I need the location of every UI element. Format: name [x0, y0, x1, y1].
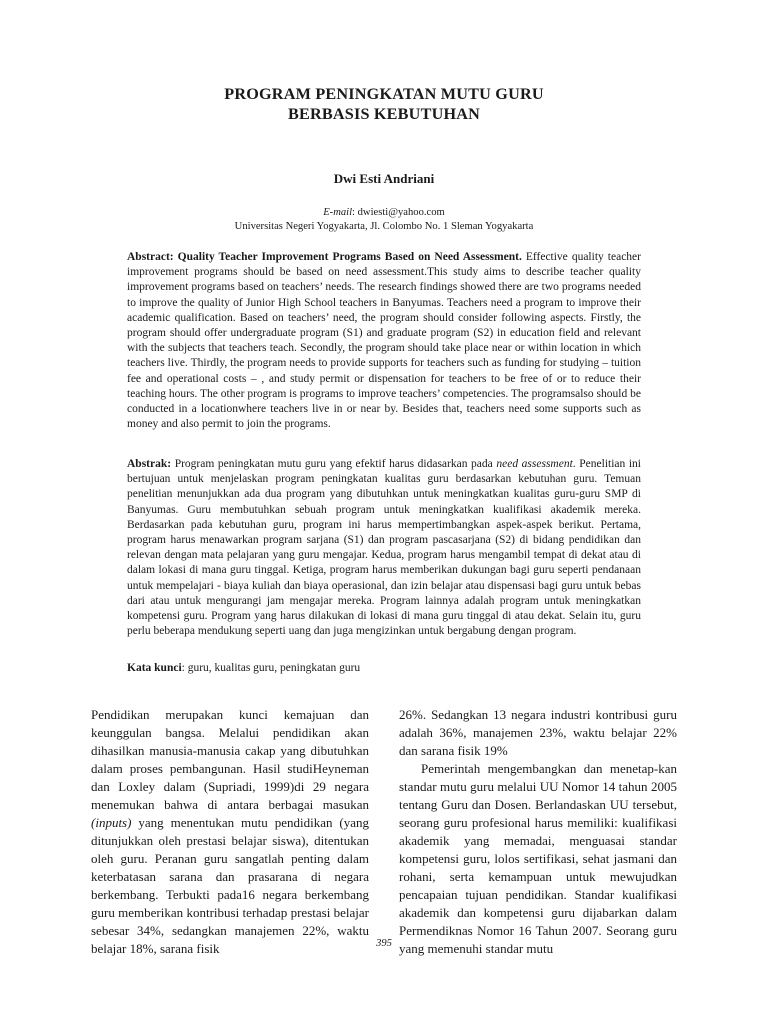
body-text: Pendidikan merupakan kunci kemajuan dan keunggulan bangsa. Melalui pendidikan akan dihasilkan manusia-manusia cakap yang dibutuhkan dalam proses pembangunan. Hasil studiHeyneman dan Loxley dalam (Supriadi, 1999)di 29 negara menemukan bahwa di antara berbagai masukan — [91, 707, 369, 812]
body-paragraph — [91, 706, 369, 958]
author-name: Dwi Esti Andriani — [333, 171, 435, 186]
body-column-right — [399, 706, 677, 958]
abstract-english-label: Abstract: Quality Teacher Improvement Programs Based on Need Assessment. — [127, 251, 522, 263]
abstract-english — [127, 250, 641, 432]
author-email — [0, 206, 768, 220]
abstract-indonesian-emphasis: need assessment — [496, 458, 573, 470]
abstract-indonesian-label: Abstrak: — [127, 458, 172, 470]
title-line-1: PROGRAM PENINGKATAN MUTU GURU — [224, 85, 544, 103]
keywords — [127, 661, 641, 676]
body-text: yang menentukan mutu pendidikan (yang ditunjukkan oleh prestasi belajar siswa), ditentukan oleh guru. Peranan guru sangatlah penting dalam keterbatasan sarana dan prasarana di negara berkembang. Terbukti pada16 negara berkembang guru memberikan kontribusi terhadap prestasi belajar sebesar 34%, sedangkan manajemen 22%, waktu belajar 18%, sarana fisik — [91, 815, 369, 956]
body-column-left — [91, 706, 369, 958]
paper-title — [0, 84, 768, 124]
keywords-label: Kata kunci — [127, 662, 182, 674]
body-paragraph: 26%. Sedangkan 13 negara industri kontribusi guru adalah 36%, manajemen 23%, waktu belajar 22% dan sarana fisik 19% — [399, 707, 677, 758]
body-emphasis: (inputs) — [91, 815, 132, 830]
keywords-text: : guru, kualitas guru, peningkatan guru — [181, 662, 361, 674]
title-line-2: BERBASIS KEBUTUHAN — [287, 105, 481, 123]
email-value: : dwiesti@yahoo.com — [352, 207, 445, 218]
abstract-indonesian-text-b: . Penelitian ini bertujuan untuk menjelaskan program peningkatan kualitas guru berdasarkan kebutuhan guru. Temuan penelitian menunjukkan ada dua program yang dibutuhkan untuk meningkatkan kualitas guru-guru SMP di Banyumas. Guru membutuhkan sebuah program untuk meningkatkan kualifikasi akademik mereka. Berdasarkan pada kebutuhan guru, program ini harus mempertimbangkan aspek-aspek berikut. Pertama, program harus menawarkan program sarjana (S1) dan program pascasarjana (S2) di bidang pendidikan dan relevan dengan mata pelajaran yang guru mengajar. Kedua, program harus mengambil tempat di dekat atau di dalam lokasi di mana guru tinggal. Ketiga, program harus memberikan dukungan bagi guru seperti pendanaan untuk mempelajari - biaya kuliah dan biaya operasional, dan izin belajar atau dispensasi bagi guru untuk bebas dari atau untuk mengurangi jam mengajar mereka. Program lainnya adalah program untuk meningkatkan kompetensi guru. Program yang harus dilakukan di lokasi di mana guru tinggal di atau dekat. Selain itu, guru perlu beberapa mendukung seperti uang dan juga mengizinkan untuk bergabung dengan program. — [127, 458, 641, 638]
author-affiliation: Universitas Negeri Yogyakarta, Jl. Colombo No. 1 Sleman Yogyakarta — [234, 221, 534, 232]
email-label: E-mail — [323, 207, 353, 218]
abstract-indonesian — [127, 457, 641, 639]
body-paragraph: Pemerintah mengembangkan dan menetap-kan standar mutu guru melalui UU Nomor 14 tahun 2005 tentang Guru dan Dosen. Berlandaskan UU tersebut, seorang guru profesional harus memiliki: kualifikasi akademik yang memadai, menguasai standar kompetensi guru, lolos sertifikasi, sehat jasmani dan rohani, serta kemampuan untuk mewujudkan pencapaian tujuan pendidikan. Standar kualifikasi akademik dan kompetensi guru dijabarkan dalam Permendiknas Nomor 16 Tahun 2007. Seorang guru yang memenuhi standar mutu — [399, 761, 677, 956]
page-number: 395 — [376, 938, 392, 949]
abstract-indonesian-text-a: Program peningkatan mutu guru yang efektif harus didasarkan pada — [171, 458, 497, 470]
abstract-english-text: Effective quality teacher improvement programs should be based on need assessment.This study aims to describe teacher quality improvement programs based on teachers’ needs. The research findings showed there are two programs needed to improve the quality of Junior High School teachers in Banyumas. Teachers need a program to improve their academic qualification. Based on teachers’ need, the program should consider following aspects. Firstly, the program should offer undergraduate program (S1) and graduate program (S2) in education field and relevant with the subjects that teachers teach. Secondly, the program should take place near or within location in which teachers live. Thirdly, the program needs to provide supports for teachers such as funding for studying – tuition fee and operational costs – , and study permit or dispensation for teachers to be free of or to reduce their teaching hours. The other program is programs to improve teachers’ competencies. The programsalso should be conducted in a locationwhere teachers live in or near by. Besides that, teachers need some supports such as money and also permit to join the programs. — [127, 251, 641, 431]
